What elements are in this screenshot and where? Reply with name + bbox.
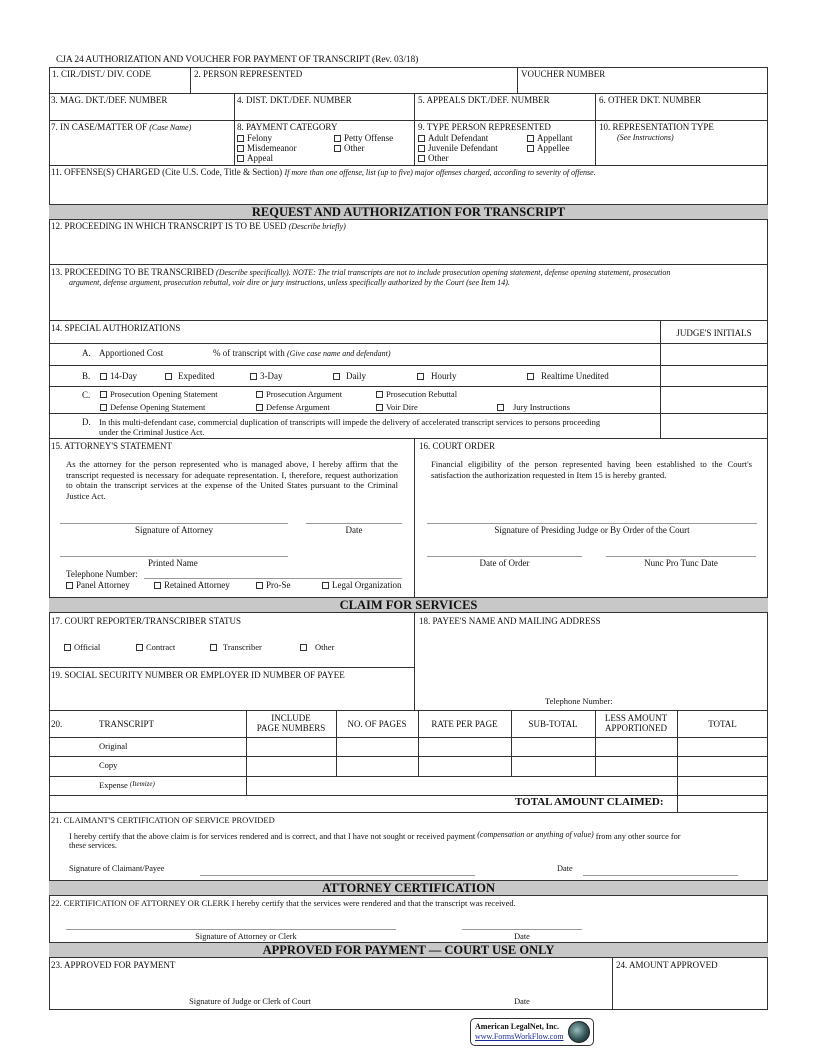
divider <box>49 386 768 387</box>
divider <box>190 67 191 93</box>
field-amount-approved[interactable]: 24. AMOUNT APPROVED <box>616 960 718 970</box>
checkbox-prosecution-rebuttal[interactable] <box>376 389 457 400</box>
checkbox-icon[interactable] <box>256 582 263 589</box>
divider <box>49 812 768 813</box>
divider <box>49 93 768 94</box>
option-label: 3-Day <box>260 371 283 381</box>
option-label: Defense Opening Statement <box>110 402 206 412</box>
checkbox-panel-attorney[interactable] <box>66 580 130 591</box>
field-voucher-number[interactable]: VOUCHER NUMBER <box>521 69 606 79</box>
company-name: American LegalNet, Inc. <box>475 1022 559 1031</box>
field-proceeding-used[interactable] <box>51 221 346 232</box>
option-label: Other <box>315 642 335 652</box>
checkbox-icon[interactable] <box>256 391 263 398</box>
label-judges-initials: JUDGE'S INITIALS <box>676 328 752 338</box>
divider <box>517 67 518 93</box>
field-offenses-charged[interactable] <box>51 167 596 178</box>
row-label-original: Original <box>99 741 128 751</box>
checkbox-icon[interactable] <box>237 145 244 152</box>
divider <box>234 93 235 165</box>
signature-line-attorney[interactable] <box>60 523 288 524</box>
checkbox-expedited[interactable] <box>165 371 215 382</box>
option-label: Hourly <box>431 371 457 381</box>
option-label: 14-Day <box>110 371 137 381</box>
text-attorney-statement: As the attorney for the person represented who is managed above, I hereby affirm that the transcript requested is necessary for adequate representation. I, therefore, request authorization to obtain the transcript services at the expense of the United States pursuant to the Criminal Justice Act. <box>66 459 398 501</box>
header-total: TOTAL <box>708 719 737 729</box>
checkbox-icon[interactable] <box>237 155 244 162</box>
checkbox-other-status[interactable] <box>300 642 334 653</box>
input-expense-itemize[interactable] <box>247 777 676 794</box>
checkbox-icon[interactable] <box>66 582 73 589</box>
date-line-claimant[interactable] <box>583 875 738 876</box>
checkbox-icon[interactable] <box>237 135 244 142</box>
checkbox-retained-attorney[interactable] <box>154 580 230 591</box>
checkbox-icon[interactable] <box>417 373 424 380</box>
checkbox-icon[interactable] <box>322 582 329 589</box>
checkbox-icon[interactable] <box>136 644 143 651</box>
label-date-of-order: Date of Order <box>479 558 530 568</box>
text-claimant-certification <box>69 829 681 842</box>
label-court-order: 16. COURT ORDER <box>419 441 496 451</box>
divider <box>49 165 768 166</box>
section-header-attorney-certification: ATTORNEY CERTIFICATION <box>49 880 768 896</box>
option-label: Other <box>344 143 365 153</box>
option-label: Appellant <box>537 133 573 143</box>
divider <box>595 93 596 165</box>
option-label: Other <box>428 153 449 163</box>
header-include-page-numbers <box>246 713 336 733</box>
checkbox-icon[interactable] <box>527 145 534 152</box>
divider <box>49 264 768 265</box>
signature-line-judge[interactable] <box>427 523 757 524</box>
option-label: Defense Argument <box>266 402 330 412</box>
option-label: Prosecution Argument <box>266 389 343 399</box>
option-label: Prosecution Opening Statement <box>110 389 218 399</box>
label-type-person-represented: 9. TYPE PERSON REPRESENTED <box>418 122 551 132</box>
input-copy-no-of-pages[interactable] <box>337 757 417 775</box>
checkbox-icon[interactable] <box>100 373 107 380</box>
checkbox-official[interactable] <box>64 642 100 653</box>
checkbox-icon[interactable] <box>418 155 425 162</box>
option-label: Voir Dire <box>386 402 418 412</box>
header-rate-per-page: RATE PER PAGE <box>431 719 498 729</box>
option-label: Felony <box>247 133 273 143</box>
checkbox-icon[interactable] <box>527 135 534 142</box>
label-date: Date <box>345 525 363 535</box>
label-date: Date <box>514 997 530 1006</box>
input-copy-rate[interactable] <box>419 757 510 775</box>
checkbox-icon[interactable] <box>333 373 340 380</box>
option-label: Realtime Unedited <box>541 371 609 381</box>
checkbox-icon[interactable] <box>334 135 341 142</box>
option-label: Official <box>74 642 101 652</box>
field-in-case-matter-of[interactable] <box>51 122 191 133</box>
option-label: Appellee <box>537 143 570 153</box>
checkbox-jury-instructions[interactable] <box>497 402 570 413</box>
row-label-copy: Copy <box>99 760 118 770</box>
field-label: 12. PROCEEDING IN WHICH TRANSCRIPT IS TO BE USED <box>51 221 287 231</box>
divider <box>49 343 768 344</box>
header-transcript: TRANSCRIPT <box>99 719 155 729</box>
field-hint: (Give case name and defendant) <box>286 349 391 358</box>
text-multi-defendant-2: under the Criminal Justice Act. <box>99 427 205 437</box>
option-label: Misdemeanor <box>247 143 297 153</box>
checkbox-icon[interactable] <box>100 404 107 411</box>
field-mag-dkt-number[interactable]: 3. MAG. DKT./DEF. NUMBER <box>51 95 168 105</box>
signature-line-attorney-clerk[interactable] <box>66 929 396 930</box>
field-dist-dkt-number[interactable]: 4. DIST. DKT./DEF. NUMBER <box>237 95 352 105</box>
label-total-amount-claimed: TOTAL AMOUNT CLAIMED: <box>515 796 664 808</box>
checkbox-icon[interactable] <box>64 644 71 651</box>
field-label: 13. PROCEEDING TO BE TRANSCRIBED <box>51 267 214 277</box>
checkbox-defense-opening[interactable] <box>100 402 205 413</box>
checkbox-icon[interactable] <box>100 391 107 398</box>
input-original-subtotal[interactable] <box>512 738 594 755</box>
section-header-request: REQUEST AND AUTHORIZATION FOR TRANSCRIPT <box>49 204 768 220</box>
checkbox-3-day[interactable] <box>250 371 283 382</box>
label-payment-category: 8. PAYMENT CATEGORY <box>237 122 338 132</box>
field-label: % of transcript with <box>213 348 285 358</box>
label-date: Date <box>557 864 573 873</box>
date-line-attorney-clerk[interactable] <box>462 929 582 930</box>
text-claimant-certification-2: these services. <box>69 841 117 850</box>
divider <box>414 613 415 710</box>
option-label: Petty Offense <box>344 133 394 143</box>
checkbox-icon[interactable] <box>250 373 257 380</box>
text-part: I hereby certify that the above claim is for services rendered and is correct, and that I have not sought or received payment <box>69 832 476 841</box>
divider <box>49 365 768 366</box>
checkbox-icon[interactable] <box>376 391 383 398</box>
form-title: CJA 24 AUTHORIZATION AND VOUCHER FOR PAYMENT OF TRANSCRIPT (Rev. 03/18) <box>56 55 419 65</box>
divider <box>49 438 768 439</box>
label-signature-judge-clerk: Signature of Judge or Clerk of Court <box>189 997 311 1006</box>
option-label: Legal Organization <box>332 580 402 590</box>
checkbox-legal-organization[interactable] <box>322 580 402 591</box>
input-copy-total[interactable] <box>678 757 767 775</box>
checkbox-voir-dire[interactable] <box>376 402 418 413</box>
field-hint: (compensation or anything of value) <box>477 830 594 839</box>
option-label: Adult Defendant <box>428 133 489 143</box>
divider <box>49 120 768 121</box>
section-header-claim: CLAIM FOR SERVICES <box>49 597 768 613</box>
label-signature-claimant: Signature of Claimant/Payee <box>69 864 165 873</box>
option-label: Transcriber <box>223 642 262 652</box>
field-label: 11. OFFENSE(S) CHARGED (Cite U.S. Code, Title & Section) <box>51 167 283 177</box>
option-label: Juvenile Defendant <box>428 143 498 153</box>
checkbox-icon[interactable] <box>210 644 217 651</box>
text-part: from any other source for <box>595 832 681 841</box>
field-apportioned-pct[interactable] <box>213 348 391 359</box>
nunc-pro-tunc-line[interactable] <box>606 556 756 557</box>
checkbox-realtime-unedited[interactable] <box>527 371 609 382</box>
field-cir-dist-div-code[interactable]: 1. CIR./DIST./ DIV. CODE <box>52 69 151 79</box>
checkbox-contract[interactable] <box>136 642 175 653</box>
label-payee-telephone: Telephone Number: <box>545 696 613 706</box>
field-hint: If more than one offense, list (up to five) major offenses charged, according to severity of offense. <box>284 168 596 177</box>
field-other-dkt-number[interactable]: 6. OTHER DKT. NUMBER <box>599 95 702 105</box>
signature-line-claimant[interactable] <box>200 875 475 876</box>
field-representation-type[interactable]: 10. REPRESENTATION TYPE <box>599 122 714 132</box>
section-header-approved-for-payment: APPROVED FOR PAYMENT — COURT USE ONLY <box>49 942 768 958</box>
telephone-line[interactable] <box>144 578 402 579</box>
label-signature-attorney-clerk: Signature of Attorney or Clerk <box>195 932 297 941</box>
option-label: Retained Attorney <box>164 580 230 590</box>
option-label: Appeal <box>247 153 273 163</box>
date-line-attorney[interactable] <box>306 523 402 524</box>
divider <box>612 958 613 1010</box>
row-label: Expense <box>99 780 128 790</box>
label-attorney-statement: 15. ATTORNEY'S STATEMENT <box>51 441 172 451</box>
field-payee-name-address[interactable]: 18. PAYEE'S NAME AND MAILING ADDRESS <box>419 616 601 626</box>
field-label: 7. IN CASE/MATTER OF <box>51 122 148 132</box>
label-printed-name: Printed Name <box>148 558 198 568</box>
checkbox-icon[interactable] <box>418 145 425 152</box>
checkbox-icon[interactable] <box>497 404 504 411</box>
checkbox-icon[interactable] <box>154 582 161 589</box>
text-court-order: Financial eligibility of the person represented having been established to the Court's satisfaction the authorization requested in Item 15 is hereby granted. <box>431 459 752 480</box>
option-label: Expedited <box>178 371 215 381</box>
field-hint: (See Instructions) <box>617 133 674 142</box>
input-original-page-numbers[interactable] <box>247 738 335 755</box>
checkbox-icon[interactable] <box>376 404 383 411</box>
label-letter: A. <box>82 348 91 358</box>
field-appeals-dkt-number[interactable]: 5. APPEALS DKT./DEF. NUMBER <box>418 95 550 105</box>
checkbox-prosecution-argument[interactable] <box>256 389 342 400</box>
label-signature-judge: Signature of Presiding Judge or By Order of the Court <box>494 525 690 535</box>
label-telephone: Telephone Number: <box>66 569 138 579</box>
field-hint: (Case Name) <box>149 123 192 132</box>
input-copy-subtotal[interactable] <box>512 757 594 775</box>
input-expense-total[interactable] <box>678 777 767 794</box>
checkbox-icon[interactable] <box>418 135 425 142</box>
checkbox-appeal[interactable] <box>237 153 273 164</box>
checkbox-daily[interactable] <box>333 371 366 382</box>
input-copy-page-numbers[interactable] <box>247 757 335 775</box>
header-line: LESS AMOUNT <box>604 713 668 723</box>
checkbox-appellee[interactable] <box>527 143 569 154</box>
american-legalnet-logo[interactable] <box>470 1018 594 1046</box>
field-hint: (Itemize) <box>129 780 155 788</box>
checkbox-transcriber[interactable] <box>210 642 262 653</box>
input-total-amount-claimed[interactable] <box>678 796 767 811</box>
input-original-less[interactable] <box>596 738 676 755</box>
option-label: Pro-Se <box>266 580 291 590</box>
row-label-expense <box>99 779 155 791</box>
checkbox-icon[interactable] <box>527 373 534 380</box>
field-person-represented[interactable]: 2. PERSON REPRESENTED <box>194 69 303 79</box>
option-label: Daily <box>346 371 366 381</box>
checkbox-icon[interactable] <box>334 145 341 152</box>
input-original-total[interactable] <box>678 738 767 755</box>
checkbox-pro-se[interactable] <box>256 580 291 591</box>
text-multi-defendant: In this multi-defendant case, commercial duplication of transcripts will impede the delivery of accelerated transcript services to persons proceeding <box>99 417 601 427</box>
date-of-order-line[interactable] <box>427 556 582 557</box>
label-special-authorizations: 14. SPECIAL AUTHORIZATIONS <box>51 323 181 333</box>
globe-icon <box>568 1021 590 1043</box>
field-hint: (Describe specifically). NOTE: The trial transcripts are not to include prosecution opening statement, defense opening statement, prosecution <box>216 268 671 277</box>
header-line: INCLUDE <box>271 713 311 723</box>
label-approved-for-payment: 23. APPROVED FOR PAYMENT <box>51 960 176 970</box>
label-certification-attorney-clerk: 22. CERTIFICATION OF ATTORNEY OR CLERK I hereby certify that the services were rendered and that the transcript was received. <box>51 898 516 908</box>
option-label: Contract <box>146 642 176 652</box>
divider <box>414 438 415 597</box>
header-less-amount-apportioned <box>595 713 677 733</box>
company-url-link[interactable]: www.FormsWorkFlow.com <box>475 1032 564 1041</box>
label-nunc-pro-tunc: Nunc Pro Tunc Date <box>644 558 718 568</box>
label-item-20: 20. <box>51 719 63 729</box>
input-original-rate[interactable] <box>419 738 510 755</box>
label-letter: C. <box>82 390 91 400</box>
checkbox-icon[interactable] <box>300 644 307 651</box>
option-label: Panel Attorney <box>76 580 130 590</box>
label-letter: B. <box>82 371 91 381</box>
checkbox-other-category[interactable] <box>334 143 365 154</box>
label-letter: D. <box>82 417 91 427</box>
input-copy-less[interactable] <box>596 757 676 775</box>
label-date: Date <box>514 932 530 941</box>
divider <box>49 413 768 414</box>
label-apportioned-cost: Apportioned Cost <box>99 348 164 358</box>
printed-name-line[interactable] <box>60 556 288 557</box>
divider <box>414 93 415 165</box>
header-line: APPORTIONED <box>605 723 667 733</box>
label-claimant-certification: 21. CLAIMANT'S CERTIFICATION OF SERVICE PROVIDED <box>51 815 275 825</box>
checkbox-prosecution-opening[interactable] <box>100 389 218 400</box>
checkbox-14-day[interactable] <box>100 371 137 382</box>
label-signature-attorney: Signature of Attorney <box>135 525 213 535</box>
divider <box>49 710 768 711</box>
field-hint: argument, defense argument, prosecution rebuttal, voir dire or jury instructions, unless specifically authorized by the Court (see Item 14). <box>69 278 510 287</box>
field-ssn-ein[interactable]: 19. SOCIAL SECURITY NUMBER OR EMPLOYER ID NUMBER OF PAYEE <box>51 670 345 680</box>
field-hint: (Describe briefly) <box>288 222 346 231</box>
checkbox-other-person[interactable] <box>418 153 449 164</box>
header-sub-total: SUB-TOTAL <box>528 719 578 729</box>
checkbox-defense-argument[interactable] <box>256 402 330 413</box>
input-original-no-of-pages[interactable] <box>337 738 417 755</box>
header-no-of-pages: NO. OF PAGES <box>347 719 407 729</box>
divider <box>49 667 414 668</box>
checkbox-icon[interactable] <box>256 404 263 411</box>
header-line: PAGE NUMBERS <box>256 723 326 733</box>
checkbox-icon[interactable] <box>165 373 172 380</box>
label-court-reporter-status: 17. COURT REPORTER/TRANSCRIBER STATUS <box>51 616 242 626</box>
checkbox-hourly[interactable] <box>417 371 457 382</box>
option-label: Prosecution Rebuttal <box>386 389 458 399</box>
option-label: Jury Instructions <box>513 402 570 412</box>
